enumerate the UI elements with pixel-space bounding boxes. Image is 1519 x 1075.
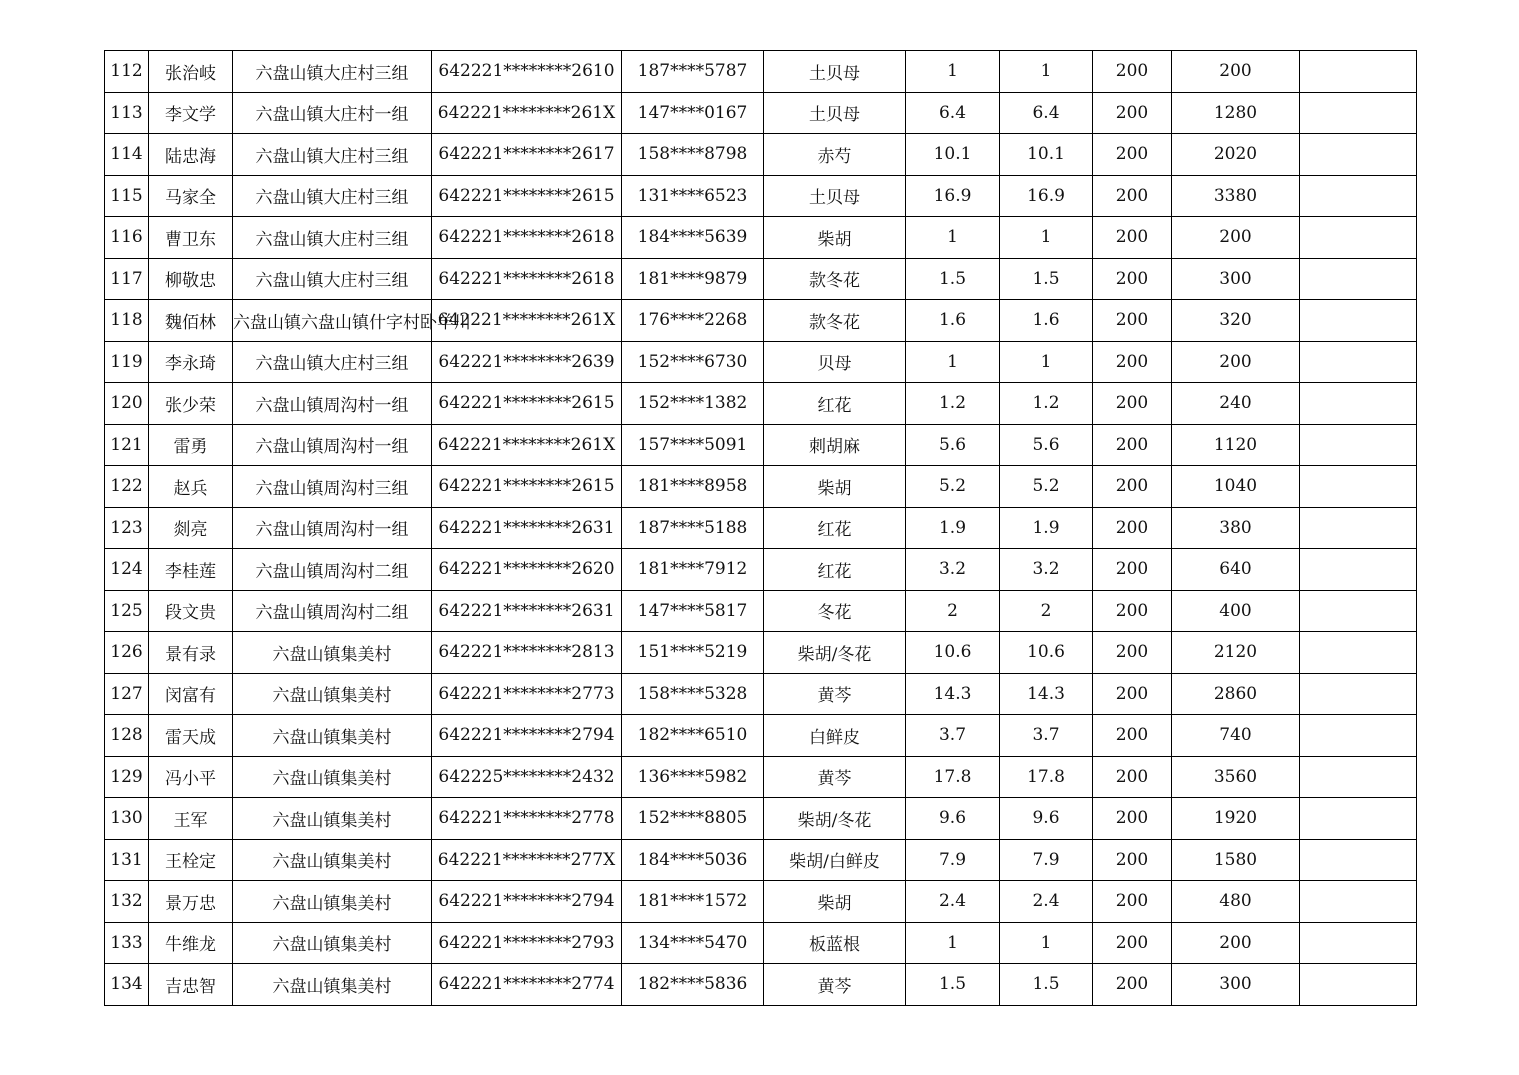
subsidy-area-cell: 2.4 bbox=[1000, 881, 1093, 923]
subsidy-area-cell: 1.2 bbox=[1000, 383, 1093, 425]
subsidy-amount-cell: 200 bbox=[1172, 922, 1300, 964]
subsidy-rate-cell: 200 bbox=[1093, 258, 1172, 300]
remark-cell bbox=[1300, 549, 1417, 591]
name-cell: 李永琦 bbox=[149, 341, 233, 383]
id-number-cell: 642221********2615 bbox=[432, 466, 622, 508]
herb-type-cell: 柴胡 bbox=[764, 217, 906, 259]
name-cell: 魏佰林 bbox=[149, 300, 233, 342]
id-number-cell: 642221********2774 bbox=[432, 964, 622, 1006]
address-cell: 六盘山镇大庄村三组 bbox=[233, 134, 432, 176]
remark-cell bbox=[1300, 798, 1417, 840]
name-cell: 陆忠海 bbox=[149, 134, 233, 176]
subsidy-amount-cell: 1580 bbox=[1172, 839, 1300, 881]
subsidy-amount-cell: 2020 bbox=[1172, 134, 1300, 176]
herb-type-cell: 款冬花 bbox=[764, 300, 906, 342]
remark-cell bbox=[1300, 134, 1417, 176]
id-number-cell: 642221********2631 bbox=[432, 507, 622, 549]
planting-area-cell: 1 bbox=[906, 922, 1000, 964]
subsidy-area-cell: 3.7 bbox=[1000, 715, 1093, 757]
table-row bbox=[105, 341, 1417, 383]
table-row bbox=[105, 134, 1417, 176]
table-row bbox=[105, 756, 1417, 798]
address-cell: 六盘山镇周沟村一组 bbox=[233, 424, 432, 466]
subsidy-rate-cell: 200 bbox=[1093, 798, 1172, 840]
address-cell: 六盘山镇周沟村一组 bbox=[233, 507, 432, 549]
herb-type-cell: 白鲜皮 bbox=[764, 715, 906, 757]
subsidy-amount-cell: 300 bbox=[1172, 964, 1300, 1006]
subsidy-amount-cell: 200 bbox=[1172, 341, 1300, 383]
name-cell: 曹卫东 bbox=[149, 217, 233, 259]
table-row bbox=[105, 300, 1417, 342]
subsidy-area-cell: 1 bbox=[1000, 217, 1093, 259]
subsidy-amount-cell: 200 bbox=[1172, 51, 1300, 93]
subsidy-amount-cell: 2860 bbox=[1172, 673, 1300, 715]
table-row bbox=[105, 217, 1417, 259]
subsidy-rate-cell: 200 bbox=[1093, 300, 1172, 342]
remark-cell bbox=[1300, 881, 1417, 923]
remark-cell bbox=[1300, 424, 1417, 466]
row-number-cell: 134 bbox=[105, 964, 149, 1006]
row-number-cell: 130 bbox=[105, 798, 149, 840]
remark-cell bbox=[1300, 466, 1417, 508]
phone-cell: 131****6523 bbox=[622, 175, 764, 217]
planting-area-cell: 2 bbox=[906, 590, 1000, 632]
id-number-cell: 642221********277X bbox=[432, 839, 622, 881]
subsidy-rate-cell: 200 bbox=[1093, 217, 1172, 259]
id-number-cell: 642221********2631 bbox=[432, 590, 622, 632]
address-cell: 六盘山镇大庄村三组 bbox=[233, 51, 432, 93]
remark-cell bbox=[1300, 922, 1417, 964]
name-cell: 李文学 bbox=[149, 92, 233, 134]
row-number-cell: 123 bbox=[105, 507, 149, 549]
address-cell: 六盘山镇集美村 bbox=[233, 922, 432, 964]
id-number-cell: 642221********2610 bbox=[432, 51, 622, 93]
id-number-cell: 642221********2794 bbox=[432, 881, 622, 923]
name-cell: 张少荣 bbox=[149, 383, 233, 425]
phone-cell: 147****5817 bbox=[622, 590, 764, 632]
phone-cell: 134****5470 bbox=[622, 922, 764, 964]
table-row bbox=[105, 383, 1417, 425]
planting-area-cell: 5.6 bbox=[906, 424, 1000, 466]
phone-cell: 136****5982 bbox=[622, 756, 764, 798]
row-number-cell: 132 bbox=[105, 881, 149, 923]
planting-area-cell: 3.7 bbox=[906, 715, 1000, 757]
table-row bbox=[105, 590, 1417, 632]
row-number-cell: 120 bbox=[105, 383, 149, 425]
herb-type-cell: 冬花 bbox=[764, 590, 906, 632]
subsidy-rate-cell: 200 bbox=[1093, 134, 1172, 176]
table-row bbox=[105, 507, 1417, 549]
subsidy-rate-cell: 200 bbox=[1093, 92, 1172, 134]
phone-cell: 157****5091 bbox=[622, 424, 764, 466]
subsidy-amount-cell: 300 bbox=[1172, 258, 1300, 300]
row-number-cell: 127 bbox=[105, 673, 149, 715]
row-number-cell: 129 bbox=[105, 756, 149, 798]
herb-type-cell: 土贝母 bbox=[764, 92, 906, 134]
id-number-cell: 642221********2793 bbox=[432, 922, 622, 964]
row-number-cell: 133 bbox=[105, 922, 149, 964]
remark-cell bbox=[1300, 507, 1417, 549]
address-cell: 六盘山镇集美村 bbox=[233, 756, 432, 798]
remark-cell bbox=[1300, 673, 1417, 715]
remark-cell bbox=[1300, 632, 1417, 674]
subsidy-area-cell: 10.6 bbox=[1000, 632, 1093, 674]
table-row bbox=[105, 424, 1417, 466]
phone-cell: 181****7912 bbox=[622, 549, 764, 591]
name-cell: 闵富有 bbox=[149, 673, 233, 715]
herb-type-cell: 黄芩 bbox=[764, 756, 906, 798]
subsidy-area-cell: 6.4 bbox=[1000, 92, 1093, 134]
herb-type-cell: 红花 bbox=[764, 507, 906, 549]
name-cell: 柳敬忠 bbox=[149, 258, 233, 300]
remark-cell bbox=[1300, 383, 1417, 425]
name-cell: 景有录 bbox=[149, 632, 233, 674]
subsidy-rate-cell: 200 bbox=[1093, 383, 1172, 425]
subsidy-area-cell: 17.8 bbox=[1000, 756, 1093, 798]
subsidy-area-cell: 3.2 bbox=[1000, 549, 1093, 591]
address-cell: 六盘山镇集美村 bbox=[233, 632, 432, 674]
id-number-cell: 642221********2794 bbox=[432, 715, 622, 757]
planting-area-cell: 6.4 bbox=[906, 92, 1000, 134]
phone-cell: 184****5036 bbox=[622, 839, 764, 881]
phone-cell: 152****1382 bbox=[622, 383, 764, 425]
row-number-cell: 128 bbox=[105, 715, 149, 757]
table-row bbox=[105, 466, 1417, 508]
subsidy-rate-cell: 200 bbox=[1093, 424, 1172, 466]
id-number-cell: 642225********2432 bbox=[432, 756, 622, 798]
subsidy-area-cell: 14.3 bbox=[1000, 673, 1093, 715]
planting-area-cell: 17.8 bbox=[906, 756, 1000, 798]
subsidy-area-cell: 1.5 bbox=[1000, 258, 1093, 300]
name-cell: 王军 bbox=[149, 798, 233, 840]
subsidy-area-cell: 1.5 bbox=[1000, 964, 1093, 1006]
subsidy-amount-cell: 740 bbox=[1172, 715, 1300, 757]
subsidy-rate-cell: 200 bbox=[1093, 341, 1172, 383]
subsidy-amount-cell: 3380 bbox=[1172, 175, 1300, 217]
remark-cell bbox=[1300, 300, 1417, 342]
phone-cell: 176****2268 bbox=[622, 300, 764, 342]
planting-area-cell: 7.9 bbox=[906, 839, 1000, 881]
planting-area-cell: 2.4 bbox=[906, 881, 1000, 923]
subsidy-amount-cell: 320 bbox=[1172, 300, 1300, 342]
subsidy-amount-cell: 240 bbox=[1172, 383, 1300, 425]
subsidy-amount-cell: 2120 bbox=[1172, 632, 1300, 674]
subsidy-amount-cell: 480 bbox=[1172, 881, 1300, 923]
herb-type-cell: 贝母 bbox=[764, 341, 906, 383]
subsidy-area-cell: 10.1 bbox=[1000, 134, 1093, 176]
id-number-cell: 642221********2618 bbox=[432, 217, 622, 259]
table-row bbox=[105, 922, 1417, 964]
subsidy-area-cell: 2 bbox=[1000, 590, 1093, 632]
phone-cell: 152****8805 bbox=[622, 798, 764, 840]
phone-cell: 181****9879 bbox=[622, 258, 764, 300]
subsidy-rate-cell: 200 bbox=[1093, 175, 1172, 217]
row-number-cell: 121 bbox=[105, 424, 149, 466]
subsidy-rate-cell: 200 bbox=[1093, 673, 1172, 715]
address-cell: 六盘山镇集美村 bbox=[233, 673, 432, 715]
remark-cell bbox=[1300, 590, 1417, 632]
row-number-cell: 115 bbox=[105, 175, 149, 217]
id-number-cell: 642221********2773 bbox=[432, 673, 622, 715]
herb-type-cell: 红花 bbox=[764, 549, 906, 591]
remark-cell bbox=[1300, 217, 1417, 259]
row-number-cell: 113 bbox=[105, 92, 149, 134]
address-cell: 六盘山镇大庄村三组 bbox=[233, 217, 432, 259]
phone-cell: 151****5219 bbox=[622, 632, 764, 674]
remark-cell bbox=[1300, 51, 1417, 93]
phone-cell: 152****6730 bbox=[622, 341, 764, 383]
phone-cell: 147****0167 bbox=[622, 92, 764, 134]
herb-type-cell: 红花 bbox=[764, 383, 906, 425]
subsidy-area-cell: 16.9 bbox=[1000, 175, 1093, 217]
remark-cell bbox=[1300, 92, 1417, 134]
address-cell: 六盘山镇六盘山镇什字村卧羊川 bbox=[233, 300, 432, 342]
planting-area-cell: 14.3 bbox=[906, 673, 1000, 715]
herb-type-cell: 板蓝根 bbox=[764, 922, 906, 964]
remark-cell bbox=[1300, 341, 1417, 383]
herb-type-cell: 黄芩 bbox=[764, 673, 906, 715]
row-number-cell: 131 bbox=[105, 839, 149, 881]
planting-area-cell: 1.2 bbox=[906, 383, 1000, 425]
table-row bbox=[105, 51, 1417, 93]
herb-type-cell: 黄芩 bbox=[764, 964, 906, 1006]
address-cell: 六盘山镇集美村 bbox=[233, 881, 432, 923]
row-number-cell: 122 bbox=[105, 466, 149, 508]
table-row bbox=[105, 258, 1417, 300]
name-cell: 雷天成 bbox=[149, 715, 233, 757]
subsidy-rate-cell: 200 bbox=[1093, 51, 1172, 93]
name-cell: 赵兵 bbox=[149, 466, 233, 508]
name-cell: 剡亮 bbox=[149, 507, 233, 549]
row-number-cell: 112 bbox=[105, 51, 149, 93]
table-row bbox=[105, 92, 1417, 134]
planting-area-cell: 10.6 bbox=[906, 632, 1000, 674]
planting-area-cell: 1 bbox=[906, 217, 1000, 259]
subsidy-rate-cell: 200 bbox=[1093, 839, 1172, 881]
planting-area-cell: 1 bbox=[906, 51, 1000, 93]
subsidy-amount-cell: 3560 bbox=[1172, 756, 1300, 798]
id-number-cell: 642221********2615 bbox=[432, 175, 622, 217]
herb-type-cell: 款冬花 bbox=[764, 258, 906, 300]
subsidy-amount-cell: 1040 bbox=[1172, 466, 1300, 508]
name-cell: 雷勇 bbox=[149, 424, 233, 466]
phone-cell: 181****1572 bbox=[622, 881, 764, 923]
remark-cell bbox=[1300, 839, 1417, 881]
name-cell: 马家全 bbox=[149, 175, 233, 217]
name-cell: 李桂莲 bbox=[149, 549, 233, 591]
remark-cell bbox=[1300, 175, 1417, 217]
row-number-cell: 114 bbox=[105, 134, 149, 176]
planting-area-cell: 16.9 bbox=[906, 175, 1000, 217]
address-cell: 六盘山镇集美村 bbox=[233, 798, 432, 840]
row-number-cell: 124 bbox=[105, 549, 149, 591]
row-number-cell: 125 bbox=[105, 590, 149, 632]
subsidy-rate-cell: 200 bbox=[1093, 632, 1172, 674]
phone-cell: 184****5639 bbox=[622, 217, 764, 259]
phone-cell: 182****5836 bbox=[622, 964, 764, 1006]
subsidy-rate-cell: 200 bbox=[1093, 756, 1172, 798]
herb-type-cell: 柴胡/冬花 bbox=[764, 798, 906, 840]
address-cell: 六盘山镇周沟村一组 bbox=[233, 383, 432, 425]
id-number-cell: 642221********2620 bbox=[432, 549, 622, 591]
id-number-cell: 642221********2778 bbox=[432, 798, 622, 840]
subsidy-amount-cell: 1120 bbox=[1172, 424, 1300, 466]
subsidy-area-cell: 1 bbox=[1000, 51, 1093, 93]
name-cell: 牛维龙 bbox=[149, 922, 233, 964]
phone-cell: 158****5328 bbox=[622, 673, 764, 715]
phone-cell: 158****8798 bbox=[622, 134, 764, 176]
table-row bbox=[105, 881, 1417, 923]
planting-area-cell: 9.6 bbox=[906, 798, 1000, 840]
remark-cell bbox=[1300, 964, 1417, 1006]
phone-cell: 181****8958 bbox=[622, 466, 764, 508]
subsidy-area-cell: 5.6 bbox=[1000, 424, 1093, 466]
herb-type-cell: 柴胡/白鲜皮 bbox=[764, 839, 906, 881]
remark-cell bbox=[1300, 715, 1417, 757]
planting-area-cell: 5.2 bbox=[906, 466, 1000, 508]
herb-type-cell: 土贝母 bbox=[764, 175, 906, 217]
table-row bbox=[105, 839, 1417, 881]
table-row bbox=[105, 964, 1417, 1006]
row-number-cell: 119 bbox=[105, 341, 149, 383]
subsidy-rate-cell: 200 bbox=[1093, 549, 1172, 591]
herb-type-cell: 柴胡 bbox=[764, 466, 906, 508]
planting-area-cell: 1.5 bbox=[906, 964, 1000, 1006]
id-number-cell: 642221********2618 bbox=[432, 258, 622, 300]
id-number-cell: 642221********2617 bbox=[432, 134, 622, 176]
planting-area-cell: 1.6 bbox=[906, 300, 1000, 342]
address-cell: 六盘山镇大庄村三组 bbox=[233, 258, 432, 300]
planting-area-cell: 3.2 bbox=[906, 549, 1000, 591]
name-cell: 张治岐 bbox=[149, 51, 233, 93]
herb-type-cell: 柴胡/冬花 bbox=[764, 632, 906, 674]
subsidy-rate-cell: 200 bbox=[1093, 715, 1172, 757]
remark-cell bbox=[1300, 756, 1417, 798]
phone-cell: 187****5188 bbox=[622, 507, 764, 549]
subsidy-area-cell: 1.6 bbox=[1000, 300, 1093, 342]
subsidy-rate-cell: 200 bbox=[1093, 590, 1172, 632]
address-cell: 六盘山镇集美村 bbox=[233, 715, 432, 757]
subsidy-rate-cell: 200 bbox=[1093, 881, 1172, 923]
planting-area-cell: 1 bbox=[906, 341, 1000, 383]
table-row bbox=[105, 673, 1417, 715]
phone-cell: 187****5787 bbox=[622, 51, 764, 93]
id-number-cell: 642221********2813 bbox=[432, 632, 622, 674]
subsidy-area-cell: 1 bbox=[1000, 922, 1093, 964]
name-cell: 景万忠 bbox=[149, 881, 233, 923]
name-cell: 吉忠智 bbox=[149, 964, 233, 1006]
address-cell: 六盘山镇周沟村二组 bbox=[233, 590, 432, 632]
address-cell: 六盘山镇大庄村三组 bbox=[233, 341, 432, 383]
herb-type-cell: 柴胡 bbox=[764, 881, 906, 923]
subsidy-area-cell: 1 bbox=[1000, 341, 1093, 383]
id-number-cell: 642221********2639 bbox=[432, 341, 622, 383]
row-number-cell: 118 bbox=[105, 300, 149, 342]
address-cell: 六盘山镇周沟村三组 bbox=[233, 466, 432, 508]
herb-type-cell: 土贝母 bbox=[764, 51, 906, 93]
subsidy-rate-cell: 200 bbox=[1093, 466, 1172, 508]
phone-cell: 182****6510 bbox=[622, 715, 764, 757]
planting-area-cell: 1.9 bbox=[906, 507, 1000, 549]
subsidy-amount-cell: 380 bbox=[1172, 507, 1300, 549]
subsidy-area-cell: 5.2 bbox=[1000, 466, 1093, 508]
table-row bbox=[105, 798, 1417, 840]
herb-type-cell: 刺胡麻 bbox=[764, 424, 906, 466]
address-cell: 六盘山镇大庄村三组 bbox=[233, 175, 432, 217]
subsidy-area-cell: 7.9 bbox=[1000, 839, 1093, 881]
name-cell: 段文贵 bbox=[149, 590, 233, 632]
subsidy-rate-cell: 200 bbox=[1093, 507, 1172, 549]
id-number-cell: 642221********2615 bbox=[432, 383, 622, 425]
subsidy-amount-cell: 200 bbox=[1172, 217, 1300, 259]
address-cell: 六盘山镇大庄村一组 bbox=[233, 92, 432, 134]
subsidy-amount-cell: 400 bbox=[1172, 590, 1300, 632]
id-number-cell: 642221********261X bbox=[432, 300, 622, 342]
table-row bbox=[105, 715, 1417, 757]
subsidy-rate-cell: 200 bbox=[1093, 964, 1172, 1006]
subsidy-amount-cell: 1920 bbox=[1172, 798, 1300, 840]
row-number-cell: 116 bbox=[105, 217, 149, 259]
address-cell: 六盘山镇集美村 bbox=[233, 964, 432, 1006]
subsidy-rate-cell: 200 bbox=[1093, 922, 1172, 964]
subsidy-amount-cell: 1280 bbox=[1172, 92, 1300, 134]
row-number-cell: 126 bbox=[105, 632, 149, 674]
address-cell: 六盘山镇周沟村二组 bbox=[233, 549, 432, 591]
subsidy-area-cell: 1.9 bbox=[1000, 507, 1093, 549]
name-cell: 王栓定 bbox=[149, 839, 233, 881]
herb-type-cell: 赤芍 bbox=[764, 134, 906, 176]
table-row bbox=[105, 549, 1417, 591]
subsidy-area-cell: 9.6 bbox=[1000, 798, 1093, 840]
remark-cell bbox=[1300, 258, 1417, 300]
id-number-cell: 642221********261X bbox=[432, 424, 622, 466]
planting-area-cell: 1.5 bbox=[906, 258, 1000, 300]
address-cell: 六盘山镇集美村 bbox=[233, 839, 432, 881]
table-row bbox=[105, 632, 1417, 674]
row-number-cell: 117 bbox=[105, 258, 149, 300]
table-row bbox=[105, 175, 1417, 217]
planting-area-cell: 10.1 bbox=[906, 134, 1000, 176]
name-cell: 冯小平 bbox=[149, 756, 233, 798]
subsidy-amount-cell: 640 bbox=[1172, 549, 1300, 591]
subsidy-table bbox=[104, 50, 1417, 1006]
id-number-cell: 642221********261X bbox=[432, 92, 622, 134]
